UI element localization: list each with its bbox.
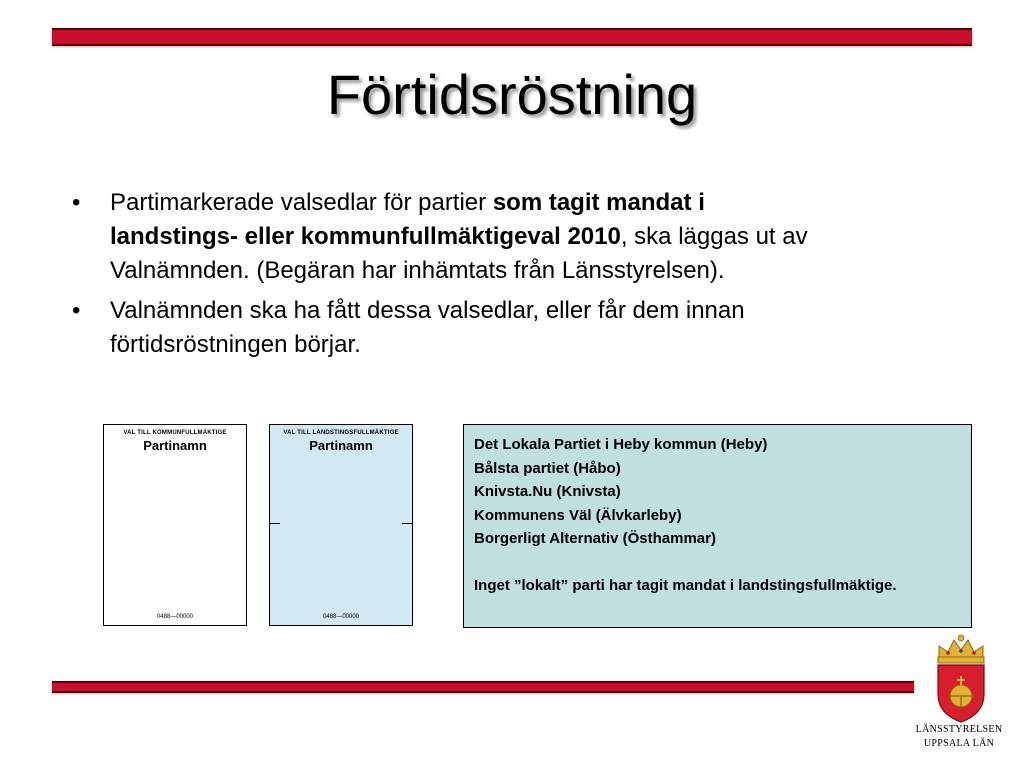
bottom-accent-bar bbox=[52, 681, 914, 693]
bullet-text: Valnämnden ska ha fått dessa valsedlar, eller får dem innan förtidsröstningen börjar. bbox=[110, 297, 745, 358]
ballot-party-name: Partinamn bbox=[143, 438, 207, 453]
bullet-item bbox=[72, 186, 812, 288]
bullet-marker: • bbox=[72, 297, 81, 324]
party-note: Inget ”lokalt” parti har tagit mandat i landstingsfullmäktige. bbox=[474, 577, 897, 594]
bullet-text: Partimarkerade valsedlar för partier bbox=[110, 189, 493, 216]
ballot-right-tick bbox=[402, 523, 412, 524]
ballot-header: VAL TILL LANDSTINGSFULLMÄKTIGE bbox=[283, 430, 399, 436]
spacer bbox=[474, 551, 961, 575]
ballot-left-tick bbox=[270, 523, 280, 524]
agency-region: UPPSALA LÄN bbox=[923, 738, 995, 749]
bullet-marker: • bbox=[72, 189, 81, 216]
party-line: Borgerligt Alternativ (Östhammar) bbox=[474, 530, 716, 547]
agency-name: LÄNSSTYRELSEN bbox=[915, 724, 1003, 735]
party-line: Knivsta.Nu (Knivsta) bbox=[474, 483, 621, 500]
local-parties-box bbox=[463, 424, 972, 628]
ballot-municipal bbox=[103, 424, 247, 626]
bullet-text-end: , ska läggas ut av Valnämnden. (Begäran har inhämtats från Länsstyrelsen). bbox=[110, 223, 808, 284]
party-line: Kommunens Väl (Älvkarleby) bbox=[474, 506, 682, 524]
bullet-list bbox=[72, 186, 812, 368]
coat-of-arms-icon bbox=[930, 632, 992, 724]
party-line: Bålsta partiet (Håbo) bbox=[474, 459, 621, 477]
bullet-item bbox=[72, 294, 812, 362]
ballot-party-name: Partinamn bbox=[309, 438, 373, 453]
top-accent-bar bbox=[52, 28, 972, 46]
bullet-bold-text: som tagit mandat i landstings- eller kommunfullmäktigeval 2010 bbox=[110, 189, 705, 250]
slide-title: Förtidsröstning bbox=[326, 63, 698, 126]
ballot-code: 0488—00000 bbox=[156, 614, 194, 620]
ballot-header: VAL TILL KOMMUNFULLMÄKTIGE bbox=[123, 430, 227, 436]
ballot-county bbox=[269, 424, 413, 626]
ballot-code: 0488—00000 bbox=[322, 614, 360, 620]
party-line: Det Lokala Partiet i Heby kommun (Heby) bbox=[474, 436, 768, 453]
